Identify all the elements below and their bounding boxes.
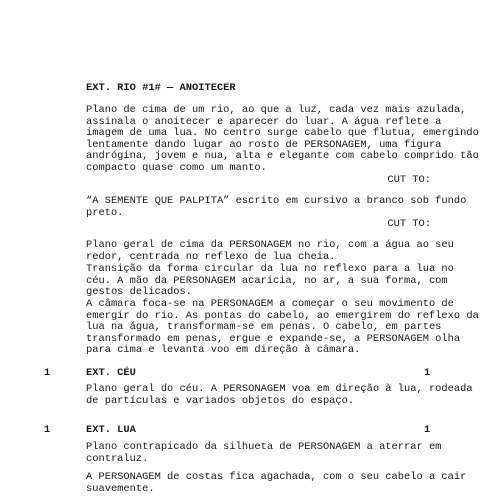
action-paragraph: A PERSONAGEM de costas fica agachada, com o seu cabelo a cair suavemente. (86, 471, 467, 495)
action-paragraph: Transição da forma circular da lua no reflexo para a lua no céu. A mão da PERSONAGEM acaricia, no ar, a sua forma, com gestos delicados. (86, 263, 454, 299)
action-paragraph: Plano de cima de um rio, ao que a luz, cada vez mais azulada, assinala o anoitecer e aparecer do luar. A água reflete a imagem de uma lua. No centro surge cabelo que flutua, emergindo lentamente dando lugar ao rosto de PERSONAGEM, uma figura andrógina, jovem e nua, alta e elegante com cabelo comprido tão compacto quase como um manto. (86, 104, 479, 174)
action-paragraph: Plano contrapicado da silhueta de PERSONAGEM a aterrar em contraluz. (86, 441, 442, 465)
scene-number-left: 1 (44, 367, 51, 379)
scene-heading: EXT. LUA (86, 424, 136, 436)
action-paragraph: “A SEMENTE QUE PALPITA” escrito em cursivo a branco sob fundo preto. (86, 195, 467, 219)
scene-number-left: 1 (44, 424, 51, 436)
transition-cut-to: CUT TO: (387, 174, 431, 186)
action-paragraph: A câmara foca-se na PERSONAGEM a começar o seu movimento de emergir do rio. As pontas do cabelo, ao emergirem do reflexo da lua na água, transformam-se em penas. O cabelo, em partes transformado em penas, ergue e expande-se, a PERSONAGEM olha para cima e levanta voo em direção à câmara. (86, 298, 479, 357)
scene-heading: EXT. RIO #1# — ANOITECER (86, 82, 236, 94)
scene-heading: EXT. CÉU (86, 367, 136, 379)
scene-number-right: 1 (424, 367, 431, 379)
action-paragraph: Plano geral de cima da PERSONAGEM no rio, com a água ao seu redor, centrada no reflexo de lua cheia. (86, 239, 454, 263)
scene-number-right: 1 (424, 424, 431, 436)
transition-cut-to: CUT TO: (387, 218, 431, 230)
action-paragraph: Plano geral do céu. A PERSONAGEM voa em direção à lua, rodeada de partículas e variados objetos do espaço. (86, 383, 473, 407)
